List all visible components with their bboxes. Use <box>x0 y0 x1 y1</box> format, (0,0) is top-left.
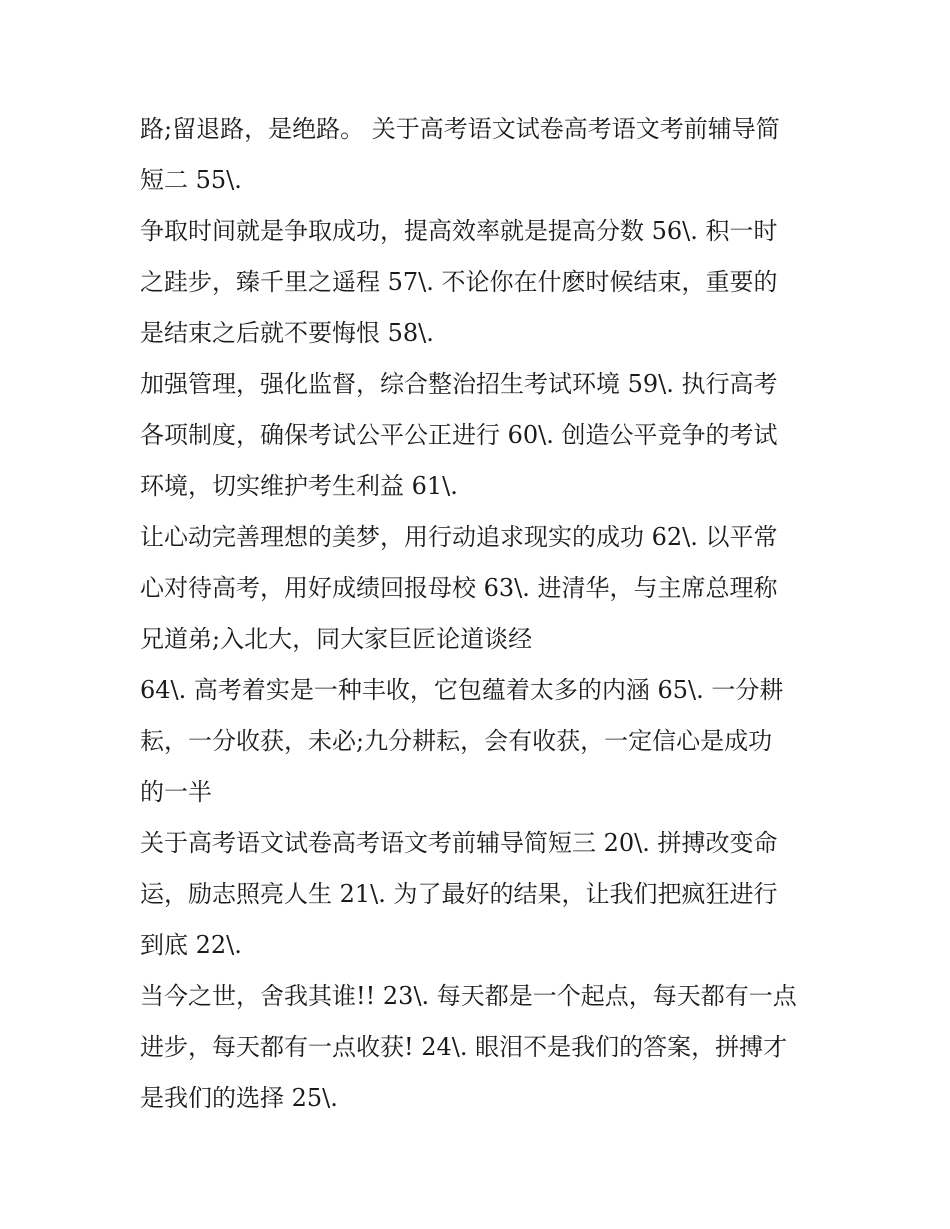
text-line: 让心动完善理想的美梦，用行动追求现实的成功 62\. 以平常 <box>140 523 778 551</box>
text-line: 短二 55\. <box>140 166 242 194</box>
text-line: 兄道弟;入北大，同大家巨匠论道谈经 <box>140 625 533 653</box>
text-line: 到底 22\. <box>140 931 242 959</box>
text-line: 关于高考语文试卷高考语文考前辅导简短三 20\. 拼搏改变命 <box>140 829 778 857</box>
text-line: 耘，一分收获，未必;九分耕耘，会有收获，一定信心是成功 <box>140 727 773 755</box>
text-line: 当今之世，舍我其谁!! 23\. 每天都是一个起点，每天都有一点 <box>140 982 797 1010</box>
text-line: 争取时间就是争取成功，提高效率就是提高分数 56\. 积一时 <box>140 217 778 245</box>
document-body <box>140 104 820 1124</box>
text-line: 之跬步，臻千里之遥程 57\. 不论你在什麽时候结束，重要的 <box>140 268 778 296</box>
text-line: 是结束之后就不要悔恨 58\. <box>140 319 434 347</box>
text-line: 运，励志照亮人生 21\. 为了最好的结果，让我们把疯狂进行 <box>140 880 778 908</box>
text-line: 路;留退路，是绝路。 关于高考语文试卷高考语文考前辅导简 <box>140 115 780 143</box>
text-line: 是我们的选择 25\. <box>140 1084 338 1112</box>
text-line: 的一半 <box>140 778 212 806</box>
text-line: 64\. 高考着实是一种丰收，它包蕴着太多的内涵 65\. 一分耕 <box>140 676 784 704</box>
text-line: 加强管理，强化监督，综合整治招生考试环境 59\. 执行高考 <box>140 370 778 398</box>
text-line: 心对待高考，用好成绩回报母校 63\. 进清华，与主席总理称 <box>140 574 778 602</box>
text-line: 进步，每天都有一点收获! 24\. 眼泪不是我们的答案，拼搏才 <box>140 1033 788 1061</box>
text-line: 各项制度，确保考试公平公正进行 60\. 创造公平竞争的考试 <box>140 421 778 449</box>
text-line: 环境，切实维护考生利益 61\. <box>140 472 458 500</box>
